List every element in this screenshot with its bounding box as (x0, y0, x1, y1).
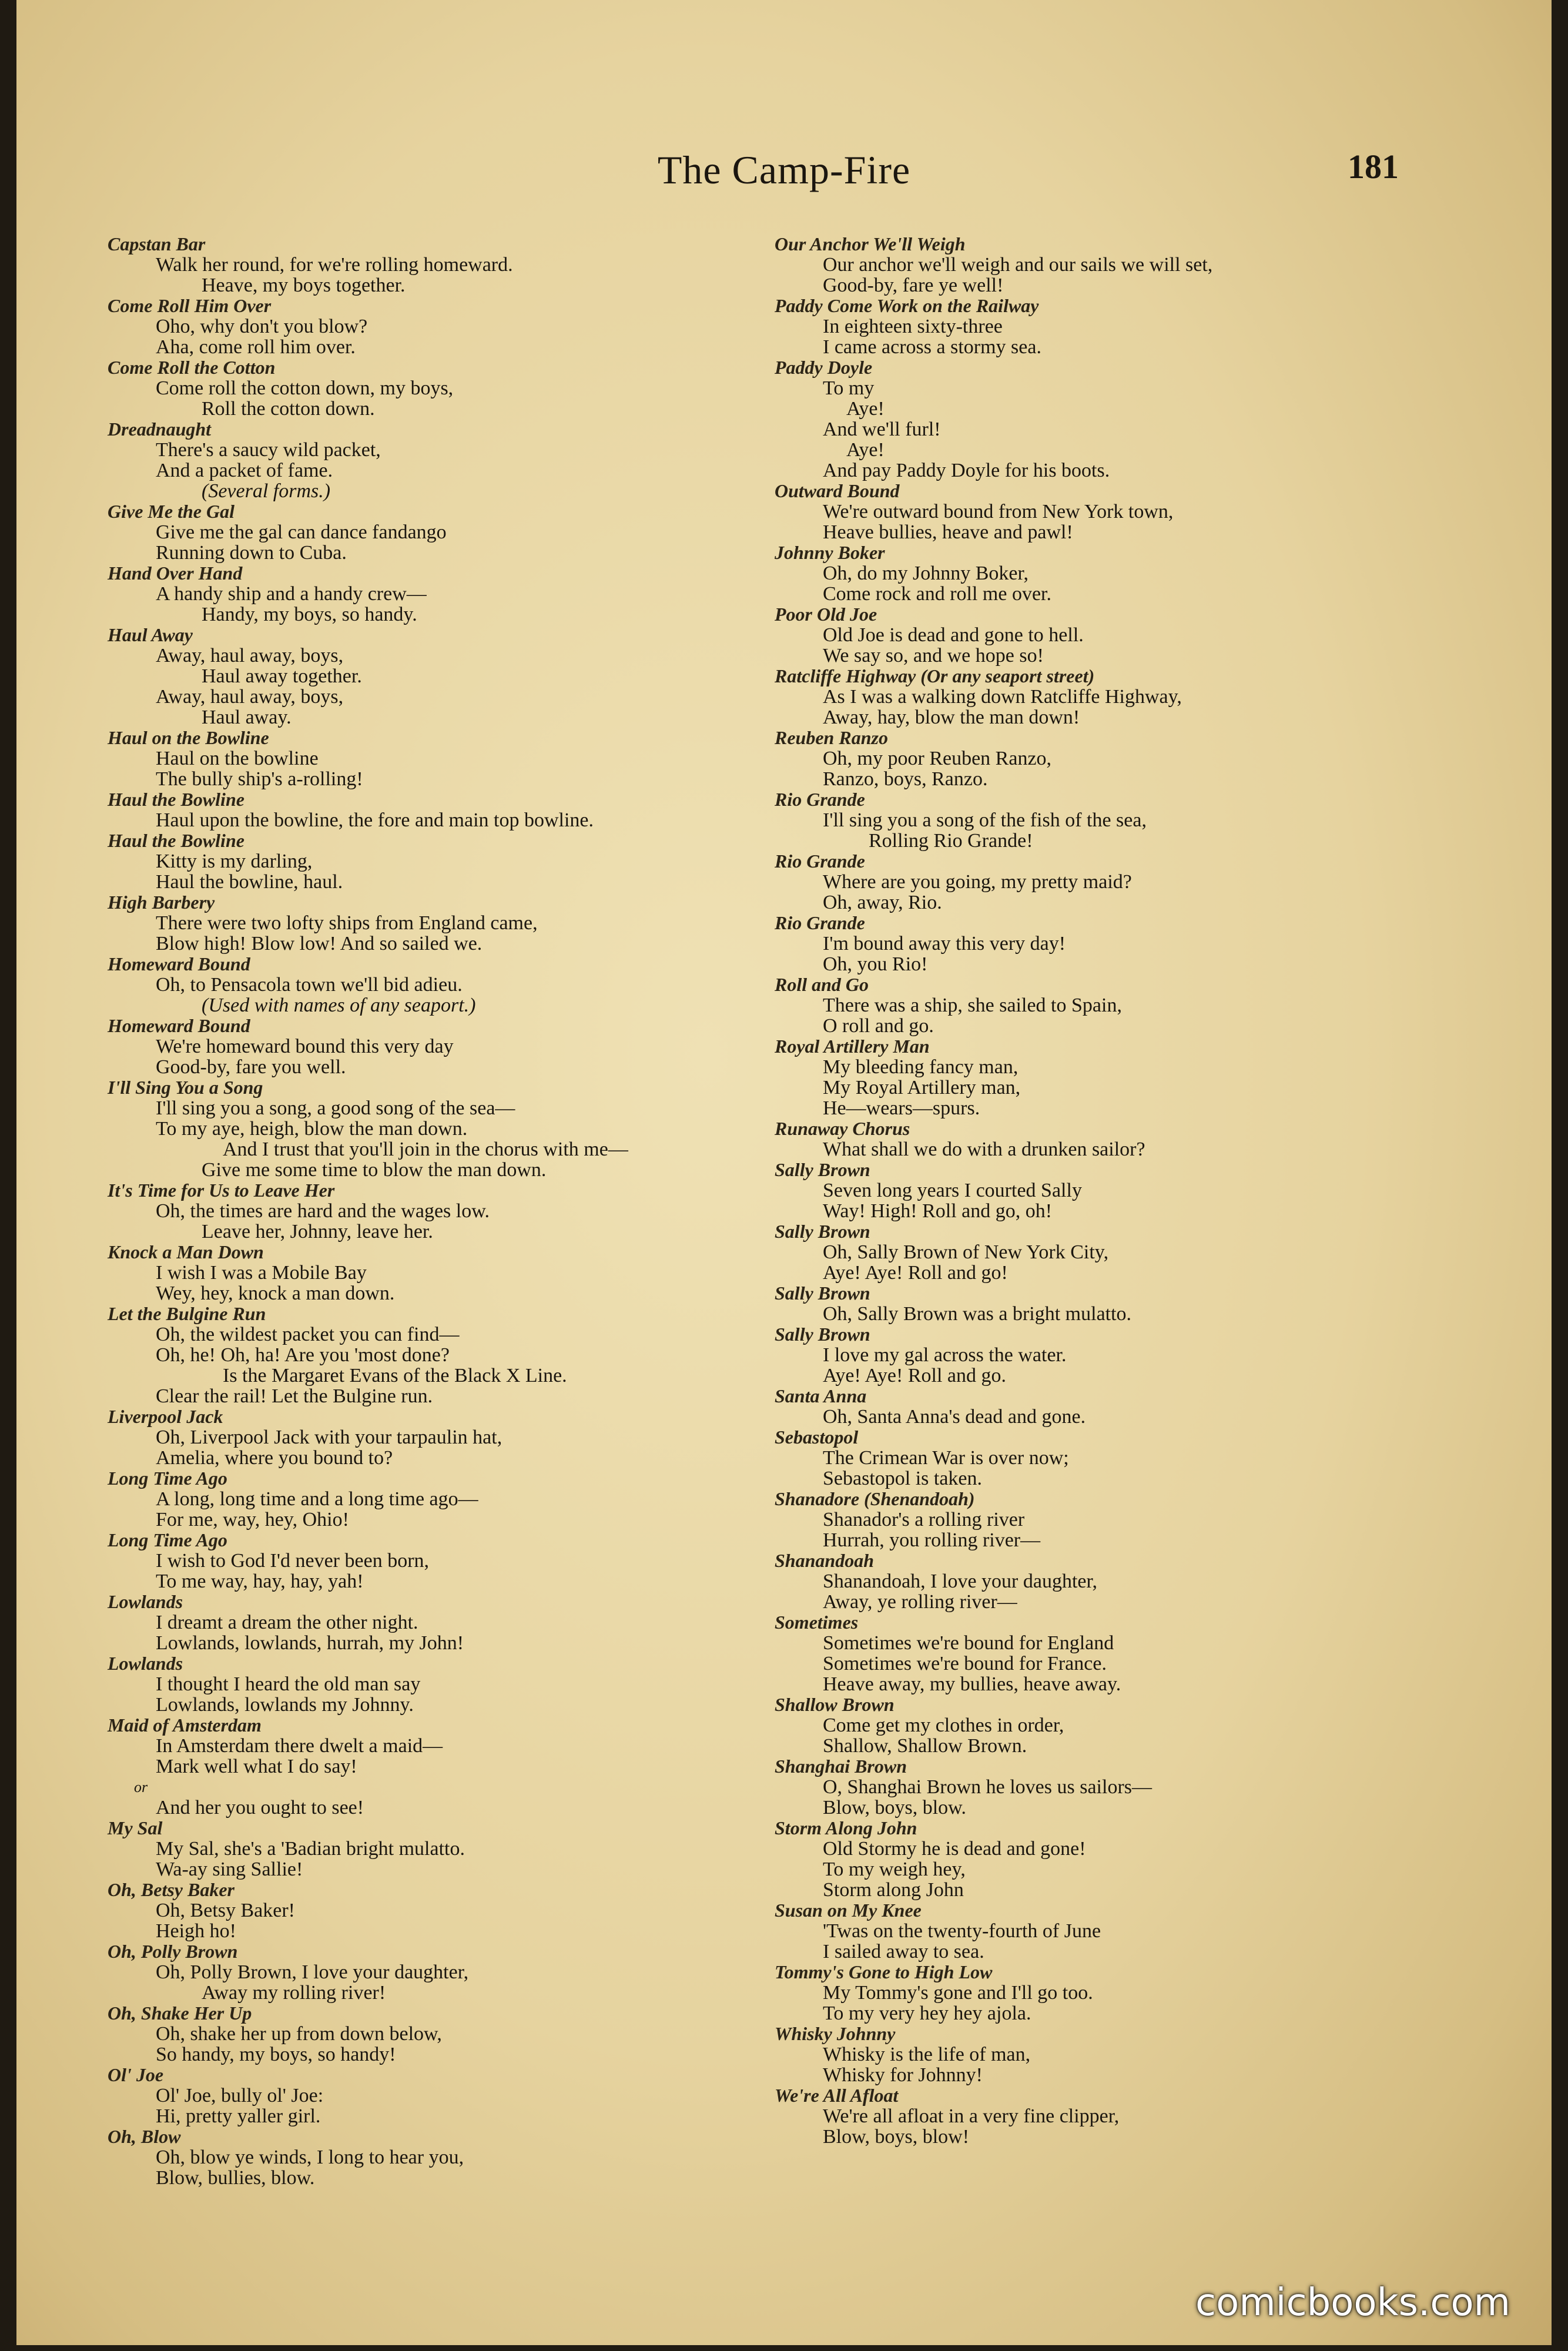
song-entry (775, 1756, 1480, 1818)
lyric-line: Lowlands, lowlands my Johnny. (156, 1694, 414, 1716)
song-entry (108, 1468, 789, 1530)
song-title: I'll Sing You a Song (108, 1077, 263, 1098)
song-entry (108, 1242, 789, 1304)
lyric-line: Oh, shake her up from down below, (156, 2023, 442, 2045)
lyric-line: Seven long years I courted Sally (823, 1180, 1082, 1201)
song-title: Let the Bulgine Run (108, 1303, 266, 1324)
song-title: Rio Grande (775, 912, 865, 933)
lyric-line: A handy ship and a handy crew— (156, 583, 427, 605)
song-title: Royal Artillery Man (775, 1036, 930, 1057)
song-entry (775, 1550, 1480, 1612)
lyric-line: Oh, the times are hard and the wages low. (156, 1200, 490, 1222)
lyric-line: Oh, he! Oh, ha! Are you 'most done? (156, 1344, 450, 1366)
lyric-line: He—wears—spurs. (823, 1097, 980, 1119)
left-column-song-list (108, 234, 789, 2188)
page-title: The Camp-Fire (657, 148, 911, 192)
song-entry (775, 604, 1480, 666)
song-title: Come Roll the Cotton (108, 357, 276, 378)
lyric-line: Clear the rail! Let the Bulgine run. (156, 1385, 433, 1407)
lyric-line: Haul away together. (202, 665, 362, 687)
lyric-line: Away, ye rolling river— (823, 1591, 1017, 1613)
song-title: Ratcliffe Highway (Or any seaport street) (775, 665, 1095, 686)
lyric-line: We're all afloat in a very fine clipper, (823, 2105, 1120, 2127)
song-entry (108, 625, 789, 728)
song-entry (775, 913, 1480, 974)
song-title: Haul the Bowline (108, 789, 244, 810)
lyric-line: So handy, my boys, so handy! (156, 2044, 396, 2065)
lyric-line: I came across a stormy sea. (823, 336, 1041, 358)
song-title: Ol' Joe (108, 2064, 164, 2085)
lyric-line: Old Joe is dead and gone to hell. (823, 624, 1084, 646)
song-entry (108, 1077, 789, 1180)
song-title: It's Time for Us to Leave Her (108, 1180, 335, 1201)
lyric-line: Heave, my boys together. (202, 274, 406, 296)
lyric-line: Come roll the cotton down, my boys, (156, 377, 454, 399)
lyric-line: Wey, hey, knock a man down. (156, 1282, 395, 1304)
song-title: Shanandoah (775, 1550, 874, 1571)
lyric-line: Away my rolling river! (202, 1982, 386, 2004)
song-entry (108, 1304, 789, 1406)
song-entry (775, 1612, 1480, 1694)
lyric-line: Where are you going, my pretty maid? (823, 871, 1132, 893)
lyric-line: Oh, you Rio! (823, 953, 928, 975)
song-entry (775, 1221, 1480, 1283)
song-title: High Barbery (108, 892, 215, 913)
song-entry (775, 357, 1480, 481)
lyric-line: Ol' Joe, bully ol' Joe: (156, 2085, 324, 2106)
lyric-line: (Several forms.) (202, 480, 331, 502)
page-header (16, 147, 1552, 206)
lyric-line: And pay Paddy Doyle for his boots. (823, 460, 1110, 481)
lyric-line: Haul on the bowline (156, 748, 319, 769)
song-title: Sally Brown (775, 1159, 870, 1180)
lyric-line: Whisky is the life of man, (823, 2044, 1031, 2065)
lyric-line: For me, way, hey, Ohio! (156, 1509, 349, 1531)
lyric-line: And her you ought to see! (156, 1797, 364, 1818)
song-entry (108, 2126, 789, 2188)
song-title: Paddy Doyle (775, 357, 873, 378)
lyric-line: Leave her, Johnny, leave her. (202, 1221, 433, 1243)
song-entry (108, 501, 789, 563)
lyric-line: Heigh ho! (156, 1920, 236, 1942)
lyric-line: Good-by, fare ye well! (823, 274, 1004, 296)
lyric-line: Haul away. (202, 706, 292, 728)
lyric-line: Blow high! Blow low! And so sailed we. (156, 933, 483, 955)
song-entry (775, 296, 1480, 357)
song-entry (108, 830, 789, 892)
song-entry (108, 563, 789, 625)
song-title: Liverpool Jack (108, 1406, 223, 1427)
lyric-line: There was a ship, she sailed to Spain, (823, 994, 1122, 1016)
lyric-line: Sometimes we're bound for France. (823, 1653, 1107, 1674)
song-entry (108, 1715, 789, 1818)
lyric-line: Roll the cotton down. (202, 398, 375, 420)
song-title: Homeward Bound (108, 953, 250, 974)
song-entry (108, 357, 789, 419)
song-title: Rio Grande (775, 789, 865, 810)
song-entry (775, 666, 1480, 728)
lyric-line: Running down to Cuba. (156, 542, 347, 564)
lyric-line: O, Shanghai Brown he loves us sailors— (823, 1776, 1152, 1798)
lyric-line: Way! High! Roll and go, oh! (823, 1200, 1053, 1222)
song-entry (775, 974, 1480, 1036)
song-entry (108, 728, 789, 789)
lyric-line: I wish to God I'd never been born, (156, 1550, 430, 1572)
lyric-line: Away, haul away, boys, (156, 686, 344, 708)
lyric-line: Oh, Santa Anna's dead and gone. (823, 1406, 1086, 1428)
song-entry (108, 1880, 789, 1941)
song-title: Shallow Brown (775, 1694, 894, 1715)
lyric-line: Aye! Aye! Roll and go! (823, 1262, 1008, 1284)
lyric-line: Oh, do my Johnny Boker, (823, 562, 1028, 584)
song-title: Homeward Bound (108, 1015, 250, 1036)
song-entry (775, 1694, 1480, 1756)
song-entry (108, 1653, 789, 1715)
song-entry (775, 851, 1480, 913)
lyric-line: I'll sing you a song of the fish of the sea, (823, 809, 1147, 831)
song-entry (775, 1160, 1480, 1221)
song-title: We're All Afloat (775, 2085, 899, 2106)
song-entry (108, 1530, 789, 1592)
song-title: Oh, Polly Brown (108, 1941, 238, 1962)
lyric-line: Give me some time to blow the man down. (202, 1159, 547, 1181)
lyric-line: There were two lofty ships from England came, (156, 912, 538, 934)
lyric-line: Shanador's a rolling river (823, 1509, 1025, 1531)
song-entry (108, 954, 789, 1016)
song-entry (775, 1427, 1480, 1489)
song-title: Haul the Bowline (108, 830, 244, 851)
song-title: Rio Grande (775, 850, 865, 872)
lyric-line: We say so, and we hope so! (823, 645, 1044, 667)
song-title: Dreadnaught (108, 418, 212, 440)
song-title: Sometimes (775, 1612, 859, 1633)
song-entry (108, 1016, 789, 1077)
song-entry (775, 542, 1480, 604)
song-title: Johnny Boker (775, 542, 885, 563)
lyric-line: Haul the bowline, haul. (156, 871, 343, 893)
lyric-line: Sometimes we're bound for England (823, 1632, 1114, 1654)
lyric-line: My Royal Artillery man, (823, 1077, 1021, 1099)
lyric-line: 'Twas on the twenty-fourth of June (823, 1920, 1101, 1942)
lyric-line: To my (823, 377, 875, 399)
lyric-line: Aye! Aye! Roll and go. (823, 1365, 1006, 1387)
song-title: My Sal (108, 1817, 163, 1838)
song-entry (775, 481, 1480, 542)
lyric-line: Oh, Polly Brown, I love your daughter, (156, 1961, 469, 1983)
song-entry (108, 1406, 789, 1468)
song-title: Long Time Ago (108, 1468, 227, 1489)
lyric-line: Aye! (846, 398, 884, 420)
song-entry (775, 1900, 1480, 1962)
song-title: Sally Brown (775, 1221, 870, 1242)
lyric-line: Amelia, where you bound to? (156, 1447, 393, 1469)
lyric-line: There's a saucy wild packet, (156, 439, 381, 461)
song-entry (108, 789, 789, 830)
lyric-line: I'll sing you a song, a good song of the sea— (156, 1097, 515, 1119)
lyric-line: The Crimean War is over now; (823, 1447, 1069, 1469)
lyric-line: Oh, Betsy Baker! (156, 1900, 296, 1921)
song-title: Santa Anna (775, 1385, 867, 1406)
lyric-line: Walk her round, for we're rolling homeward. (156, 254, 513, 276)
lyric-line: I'm bound away this very day! (823, 933, 1066, 955)
lyric-line: And we'll furl! (823, 418, 941, 440)
song-entry (108, 419, 789, 501)
lyric-line: Oh, my poor Reuben Ranzo, (823, 748, 1052, 769)
lyric-line: Hurrah, you rolling river— (823, 1529, 1041, 1551)
lyric-line: We're homeward bound this very day (156, 1036, 454, 1057)
lyric-line: Aha, come roll him over. (156, 336, 356, 358)
lyric-line: As I was a walking down Ratcliffe Highway, (823, 686, 1182, 708)
song-entry (775, 234, 1480, 296)
lyric-line: Mark well what I do say! (156, 1756, 357, 1777)
lyric-line: Oh, Sally Brown of New York City, (823, 1241, 1109, 1263)
lyric-line: Oho, why don't you blow? (156, 316, 368, 337)
lyric-line: (Used with names of any seaport.) (202, 994, 476, 1016)
song-title: Oh, Betsy Baker (108, 1879, 234, 1900)
song-title: Sally Brown (775, 1324, 870, 1345)
song-entry (108, 1592, 789, 1653)
song-title: Lowlands (108, 1653, 183, 1674)
right-column-song-list (775, 234, 1480, 2147)
lyric-line: Oh, Sally Brown was a bright mulatto. (823, 1303, 1132, 1325)
lyric-line: Shallow, Shallow Brown. (823, 1735, 1027, 1757)
song-entry (775, 1036, 1480, 1118)
song-title: Capstan Bar (108, 233, 206, 254)
song-title: Haul Away (108, 624, 193, 645)
song-entry (775, 1283, 1480, 1324)
lyric-line: Shanandoah, I love your daughter, (823, 1570, 1097, 1592)
song-entry (775, 1818, 1480, 1900)
song-entry (775, 789, 1480, 851)
lyric-line: Aye! (846, 439, 884, 461)
lyric-line: My Sal, she's a 'Badian bright mulatto. (156, 1838, 465, 1860)
song-entry (775, 1962, 1480, 2024)
lyric-line: My bleeding fancy man, (823, 1056, 1018, 1078)
lyric-line: Kitty is my darling, (156, 850, 313, 872)
lyric-line: I thought I heard the old man say (156, 1673, 421, 1695)
song-title: Whisky Johnny (775, 2023, 896, 2044)
lyric-line: Our anchor we'll weigh and our sails we will set, (823, 254, 1213, 276)
song-title: Lowlands (108, 1591, 183, 1612)
connector-text: or (134, 1779, 148, 1796)
song-title: Shanghai Brown (775, 1756, 907, 1777)
lyric-line: Handy, my boys, so handy. (202, 604, 417, 625)
song-title: Outward Bound (775, 480, 900, 501)
lyric-line: Haul upon the bowline, the fore and main top bowline. (156, 809, 594, 831)
song-title: Oh, Shake Her Up (108, 2002, 252, 2024)
song-title: Poor Old Joe (775, 604, 877, 625)
song-title: Knock a Man Down (108, 1241, 264, 1262)
song-entry (108, 1818, 789, 1880)
lyric-line: Oh, the wildest packet you can find— (156, 1324, 460, 1345)
site-watermark: comicbooks.com (1195, 2281, 1510, 2325)
song-title: Long Time Ago (108, 1529, 227, 1550)
song-title: Roll and Go (775, 974, 869, 995)
song-title: Our Anchor We'll Weigh (775, 233, 966, 254)
lyric-line: O roll and go. (823, 1015, 934, 1037)
lyric-line: Away, haul away, boys, (156, 645, 344, 667)
lyric-line: Away, hay, blow the man down! (823, 706, 1080, 728)
lyric-line: I love my gal across the water. (823, 1344, 1067, 1366)
lyric-line: Is the Margaret Evans of the Black X Line. (223, 1365, 567, 1387)
lyric-line: Oh, to Pensacola town we'll bid adieu. (156, 974, 463, 996)
lyric-line: I sailed away to sea. (823, 1941, 984, 1962)
lyric-line: Sebastopol is taken. (823, 1468, 983, 1489)
lyric-line: We're outward bound from New York town, (823, 501, 1174, 523)
song-entry (775, 1118, 1480, 1160)
song-entry (775, 1386, 1480, 1427)
lyric-line: Heave away, my bullies, heave away. (823, 1673, 1121, 1695)
lyric-line: In eighteen sixty-three (823, 316, 1003, 337)
lyric-line: Blow, boys, blow! (823, 2126, 970, 2148)
song-title: Runaway Chorus (775, 1118, 910, 1139)
song-title: Sebastopol (775, 1426, 859, 1448)
song-entry (108, 296, 789, 357)
song-title: Susan on My Knee (775, 1900, 922, 1921)
page-number: 181 (1348, 148, 1399, 186)
song-title: Storm Along John (775, 1817, 917, 1838)
song-title: Maid of Amsterdam (108, 1714, 262, 1736)
song-entry (108, 892, 789, 954)
lyric-line: I dreamt a dream the other night. (156, 1612, 418, 1633)
lyric-line: Come get my clothes in order, (823, 1714, 1064, 1736)
lyric-line: What shall we do with a drunken sailor? (823, 1138, 1145, 1160)
song-title: Shanadore (Shenandoah) (775, 1488, 975, 1509)
song-entry (108, 2003, 789, 2065)
lyric-line: Ranzo, boys, Ranzo. (823, 768, 988, 790)
lyric-line: Wa-ay sing Sallie! (156, 1858, 303, 1880)
lyric-line: Oh, Liverpool Jack with your tarpaulin hat, (156, 1426, 502, 1448)
lyric-line: Whisky for Johnny! (823, 2064, 983, 2086)
song-title: Tommy's Gone to High Low (775, 1961, 993, 1982)
lyric-line: Old Stormy he is dead and gone! (823, 1838, 1086, 1860)
lyric-line: Blow, bullies, blow. (156, 2167, 315, 2189)
lyric-line: To my aye, heigh, blow the man down. (156, 1118, 468, 1140)
song-entry (108, 2065, 789, 2126)
lyric-line: To me way, hay, hay, yah! (156, 1570, 364, 1592)
lyric-line: My Tommy's gone and I'll go too. (823, 1982, 1093, 2004)
song-entry (775, 728, 1480, 789)
song-title: Oh, Blow (108, 2126, 181, 2147)
lyric-line: To my very hey hey ajola. (823, 2002, 1031, 2024)
song-title: Sally Brown (775, 1282, 870, 1304)
lyric-line: And I trust that you'll join in the chorus with me— (223, 1138, 628, 1160)
song-entry (108, 234, 789, 296)
lyric-line: A long, long time and a long time ago— (156, 1488, 478, 1510)
lyric-line: Oh, blow ye winds, I long to hear you, (156, 2146, 464, 2168)
song-entry (775, 2024, 1480, 2085)
song-entry (108, 1941, 789, 2003)
lyric-line: Come rock and roll me over. (823, 583, 1052, 605)
song-entry (775, 2085, 1480, 2147)
lyric-line: Heave bullies, heave and pawl! (823, 521, 1073, 543)
song-title: Hand Over Hand (108, 562, 243, 584)
song-title: Haul on the Bowline (108, 727, 269, 748)
lyric-line: And a packet of fame. (156, 460, 333, 481)
lyric-line: Give me the gal can dance fandango (156, 521, 447, 543)
song-entry (775, 1489, 1480, 1550)
lyric-line: Hi, pretty yaller girl. (156, 2105, 321, 2127)
lyric-line: To my weigh hey, (823, 1858, 966, 1880)
lyric-line: Oh, away, Rio. (823, 892, 942, 913)
song-title: Paddy Come Work on the Railway (775, 295, 1039, 316)
lyric-line: I wish I was a Mobile Bay (156, 1262, 367, 1284)
song-title: Come Roll Him Over (108, 295, 272, 316)
lyric-line: In Amsterdam there dwelt a maid— (156, 1735, 443, 1757)
lyric-line: Rolling Rio Grande! (869, 830, 1033, 852)
lyric-line: Storm along John (823, 1879, 964, 1901)
lyric-line: The bully ship's a-rolling! (156, 768, 363, 790)
song-title: Reuben Ranzo (775, 727, 888, 748)
lyric-line: Good-by, fare you well. (156, 1056, 346, 1078)
song-entry (775, 1324, 1480, 1386)
lyric-line: Blow, boys, blow. (823, 1797, 966, 1818)
magazine-page (16, 0, 1552, 2345)
song-entry (108, 1180, 789, 1242)
lyric-line: Lowlands, lowlands, hurrah, my John! (156, 1632, 464, 1654)
song-title: Give Me the Gal (108, 501, 234, 522)
